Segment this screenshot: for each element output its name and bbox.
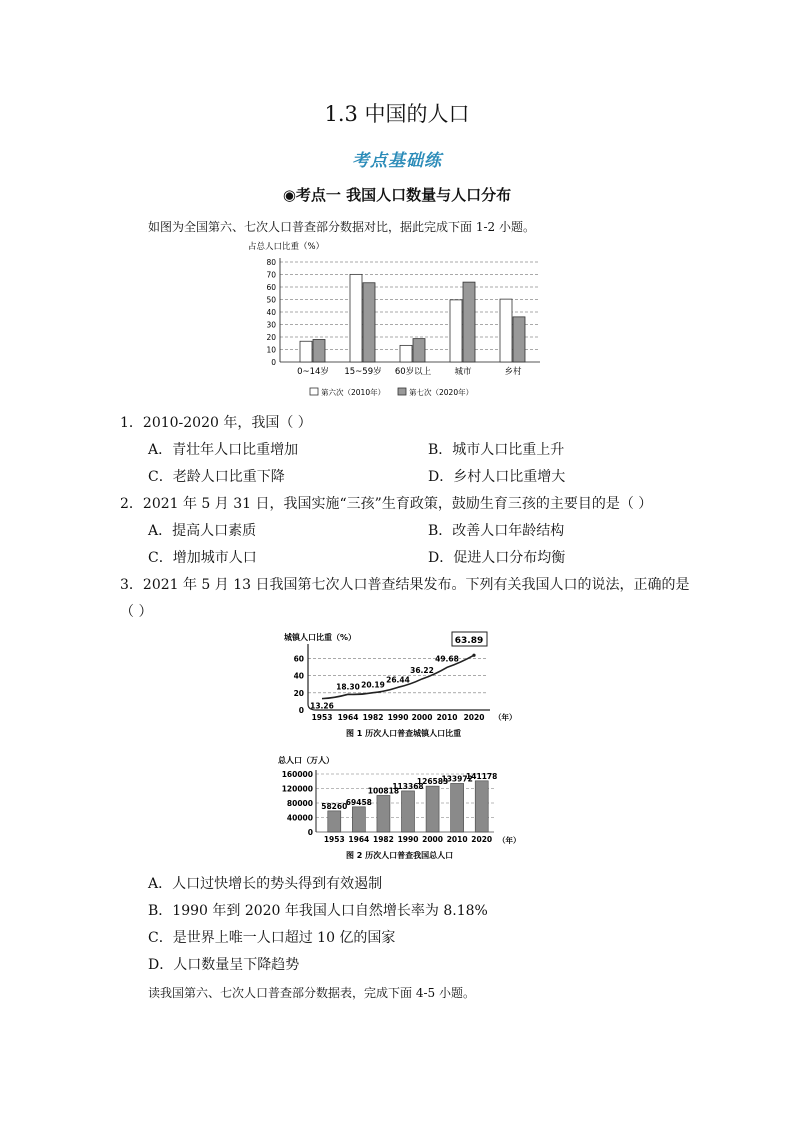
data-label: 141178 <box>466 771 498 781</box>
data-label: 133972 <box>441 774 473 784</box>
population-bar <box>475 781 488 832</box>
category-label: 60岁以上 <box>394 367 432 377</box>
x-tick-label: 1990 <box>397 835 419 844</box>
x-tick-label: 1953 <box>323 835 345 844</box>
question-3-option-b[interactable]: B．1990 年到 2020 年我国人口自然增长率为 8.18% <box>148 903 488 919</box>
question-2-option-b[interactable]: B．改善人口年龄结构 <box>428 523 565 539</box>
intro-text: 如图为全国第六、七次人口普查部分数据对比，据此完成下面 1-2 小题。 <box>148 220 535 234</box>
chart2-ylabel: 城镇人口比重（%） <box>284 633 357 642</box>
bar-2010 <box>450 300 462 362</box>
x-tick-label: 2000 <box>422 835 444 844</box>
y-tick-label: 40000 <box>286 813 313 823</box>
question-3-stem-bracket: （ ） <box>120 604 153 620</box>
x-tick-label: 2000 <box>411 713 433 722</box>
y-tick-label: 20 <box>293 688 304 698</box>
x-tick-label: 1990 <box>387 713 409 722</box>
data-label: 63.89 <box>454 636 484 646</box>
category-label: 乡村 <box>504 367 522 377</box>
question-2-stem: 2．2021 年 5 月 31 日，我国实施“三孩”生育政策，鼓励生育三孩的主要目的是（ ） <box>120 496 653 512</box>
x-tick-label: 2010 <box>446 835 468 844</box>
population-bar <box>377 795 390 832</box>
bar-2010 <box>300 341 312 362</box>
chart2-caption: 图 1 历次人口普查城镇人口比重 <box>346 729 462 738</box>
population-bar <box>451 783 464 832</box>
question-3-option-c[interactable]: C．是世界上唯一人口超过 10 亿的国家 <box>148 930 396 946</box>
population-bar <box>402 791 415 832</box>
question-1-option-a[interactable]: A．青壮年人口比重增加 <box>148 442 299 458</box>
question-1-stem: 1．2010-2020 年，我国（ ） <box>120 415 312 431</box>
question-2-option-a[interactable]: A．提高人口素质 <box>148 523 257 539</box>
question-2-option-c[interactable]: C．增加城市人口 <box>148 550 257 566</box>
y-tick-label: 40 <box>266 308 276 317</box>
data-label: 126583 <box>416 777 449 787</box>
bar-2020 <box>313 340 325 363</box>
y-tick-label: 70 <box>266 270 276 280</box>
legend-label-2010: 第六次（2010年） <box>321 388 386 397</box>
population-bar <box>426 786 439 832</box>
data-label: 49.68 <box>435 654 459 664</box>
question-3-option-a[interactable]: A．人口过快增长的势头得到有效遏制 <box>148 876 383 892</box>
y-tick-label: 80000 <box>286 799 313 808</box>
chart1-ylabel: 占总人口比重（%） <box>248 242 325 252</box>
bar-2020 <box>363 283 375 362</box>
legend-swatch-2020 <box>398 388 406 395</box>
bar-2020 <box>513 317 525 362</box>
x-tick-label: 1953 <box>311 713 333 722</box>
chart3-ylabel: 总人口（万人） <box>278 756 334 765</box>
question-1-option-c[interactable]: C．老龄人口比重下降 <box>148 469 285 485</box>
y-tick-label: 20 <box>266 333 276 342</box>
legend-swatch-2010 <box>310 388 318 395</box>
question-3-option-d[interactable]: D．人口数量呈下降趋势 <box>148 957 300 973</box>
y-tick-label: 50 <box>266 295 276 305</box>
bar-2010 <box>400 345 412 362</box>
population-bar <box>352 807 365 832</box>
chart2-xunit: （年） <box>494 713 517 722</box>
y-tick-label: 60 <box>293 654 304 664</box>
y-tick-label: 40 <box>293 671 304 681</box>
bar-2010 <box>350 274 362 362</box>
y-tick-label: 160000 <box>281 770 313 779</box>
category-label: 15~59岁 <box>344 367 382 377</box>
y-tick-label: 10 <box>266 345 276 355</box>
data-label: 113368 <box>392 781 424 791</box>
legend-label-2020: 第七次（2020年） <box>409 388 474 397</box>
x-tick-label: 2020 <box>471 835 493 844</box>
census-comparison-chart <box>240 238 550 400</box>
y-tick-label: 120000 <box>281 784 313 794</box>
data-point <box>472 654 475 657</box>
bar-2020 <box>463 282 475 362</box>
y-tick-label: 0 <box>307 828 313 837</box>
x-tick-label: 2020 <box>463 713 485 722</box>
x-tick-label: 1982 <box>362 713 384 722</box>
question-1-option-d[interactable]: D．乡村人口比重增大 <box>428 469 566 485</box>
data-label: 20.19 <box>361 680 385 690</box>
bar-2020 <box>413 339 425 362</box>
y-tick-label: 60 <box>266 283 276 292</box>
population-bar <box>328 811 341 832</box>
data-label: 26.44 <box>386 675 410 685</box>
data-label: 36.22 <box>410 665 434 675</box>
y-tick-label: 80 <box>266 258 276 267</box>
y-tick-label: 0 <box>298 706 304 715</box>
data-label: 13.26 <box>310 701 334 711</box>
intro-text-2: 读我国第六、七次人口普查部分数据表，完成下面 4-5 小题。 <box>148 986 475 1000</box>
data-label: 58260 <box>321 801 348 811</box>
bar-2010 <box>500 299 512 362</box>
chart3-xunit: （年） <box>498 836 521 845</box>
data-label: 69458 <box>345 797 372 807</box>
question-2-option-d[interactable]: D．促进人口分布均衡 <box>428 550 566 566</box>
category-label: 城市 <box>454 367 472 377</box>
question-1-option-b[interactable]: B．城市人口比重上升 <box>428 442 565 458</box>
y-tick-label: 0 <box>271 358 276 367</box>
topic-heading: ◉考点一 我国人口数量与人口分布 <box>282 186 512 204</box>
category-label: 0~14岁 <box>297 367 329 377</box>
y-tick-label: 30 <box>266 320 276 330</box>
data-label: 100818 <box>367 786 400 796</box>
urban-ratio-chart <box>280 628 520 743</box>
chart3-caption: 图 2 历次人口普查我国总人口 <box>346 851 454 860</box>
data-label: 18.30 <box>336 682 360 692</box>
question-3-stem: 3．2021 年 5 月 13 日我国第七次人口普查结果发布。下列有关我国人口的说法，正确的是 <box>120 577 690 593</box>
total-population-chart <box>270 752 530 864</box>
page-title: 1.3 中国的人口 <box>324 102 470 126</box>
x-tick-label: 2010 <box>436 713 458 722</box>
x-tick-label: 1964 <box>337 713 359 722</box>
section-subtitle: 考点基础练 <box>352 151 442 171</box>
x-tick-label: 1982 <box>372 835 394 844</box>
x-tick-label: 1964 <box>348 835 370 844</box>
